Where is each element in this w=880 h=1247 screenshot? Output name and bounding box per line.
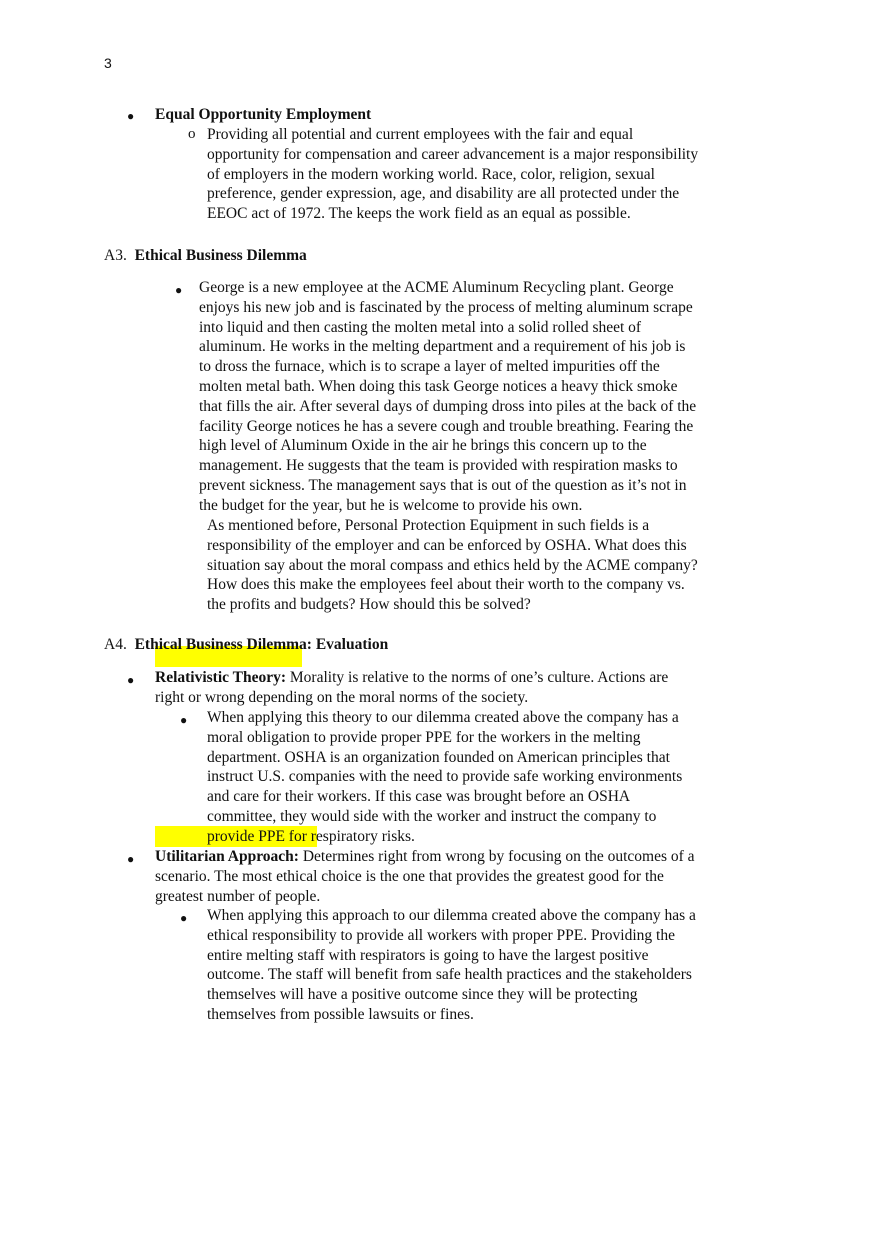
a3-question-paragraph: As mentioned before, Personal Protection Equipment in such fields is a responsibility of the employer and can be enforced by OSHA. What does this situation say about the moral compass and ethics held by the ACME company? How does this make the employees feel about their worth to the company vs. the profits and budgets? How should this be solved? (207, 517, 698, 614)
a4-heading: A4. Ethical Business Dilemma: Evaluation (104, 636, 389, 653)
a3-heading: A3. Ethical Business Dilemma (104, 247, 307, 264)
utilitarian-application-paragraph: When applying this approach to our dilemma created above the company has a ethical responsibility to provide all workers with proper PPE. Providing the entire melting staff with respirators is going to have the largest positive outcome. The staff will benefit from safe health practices and the stakeholders themselves will have a positive outcome since they will be protecting themselves from possible lawsuits or fines. (207, 907, 696, 1023)
relativistic-paragraph: Relativistic Theory: Morality is relative to the norms of one’s culture. Actions are right or wrong depending on the moral norms of the society. (155, 669, 669, 706)
eoe-paragraph: Providing all potential and current employees with the fair and equal opportunity for compensation and career advancement is a major responsibility of employers in the modern working world. Race, color, religion, sexual preference, gender expression, age, and disability are all protected under the EEOC act of 1972. The keeps the work field as an equal as possible. (207, 126, 699, 223)
eoe-heading: Equal Opportunity Employment (155, 106, 372, 123)
relativistic-application-paragraph: When applying this theory to our dilemma created above the company has a moral obligation to provide proper PPE for the workers in the melting department. OSHA is an organization founded on American principles that instruct U.S. companies with the need to provide safe working environments and care for their workers. If this case was brought before an OSHA committee, they would side with the worker and instruct the company to provide PPE for respiratory risks. (207, 709, 683, 845)
bullet-icon: ● (180, 713, 188, 727)
bullet-icon: ● (175, 283, 183, 297)
page-number: 3 (104, 55, 112, 71)
bullet-icon: ● (127, 852, 135, 866)
utilitarian-paragraph: Utilitarian Approach: Determines right from wrong by focusing on the outcomes of a scenario. The most ethical choice is the one that provides the greatest good for the greatest number of people. (155, 848, 695, 905)
bullet-icon: ● (127, 109, 135, 123)
sub-bullet-icon: o (188, 126, 196, 142)
bullet-icon: ● (127, 673, 135, 687)
a3-scenario-paragraph: George is a new employee at the ACME Aluminum Recycling plant. George enjoys his new job and is fascinated by the process of melting aluminum scrape into liquid and then casting the molten metal into a solid rolled sheet of aluminum. He works in the melting department and a requirement of his job is to dross the furnace, which is to scrape a layer of melted impurities off the molten metal bath. When doing this task George notices a heavy thick smoke that fills the air. After several days of dumping dross into piles at the back of the facility George notices he has a severe cough and trouble breathing. Fearing the high level of Aluminum Oxide in the air he brings this concern up to the management. He suggests that the team is provided with respiration masks to prevent sickness. The management says that is out of the question as it’s not in the budget for the year, but he is welcome to provide his own. (199, 279, 697, 514)
bullet-icon: ● (180, 911, 188, 925)
